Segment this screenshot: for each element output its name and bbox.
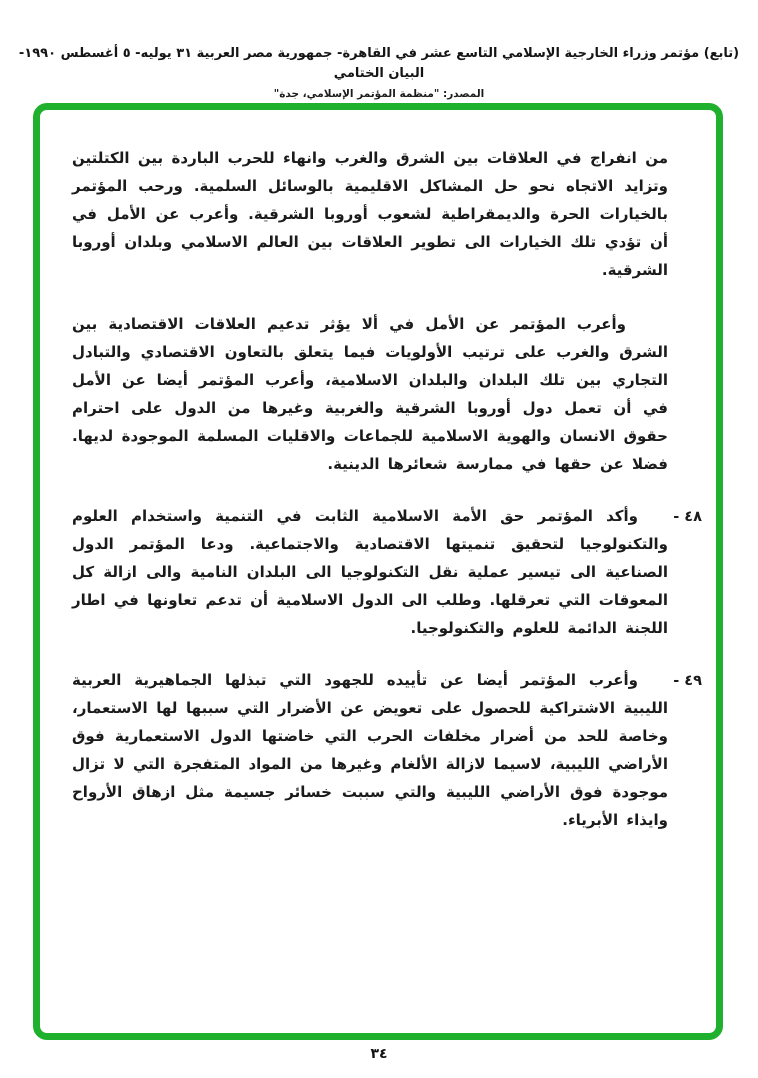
paragraph-economic-relations: وأعرب المؤتمر عن الأمل في ألا يؤثر تدعيم العلاقات الاقتصادية بين الشرق والغرب على ترتيب الأولويات فيما يتعلق بالتعاون الاقتصادي والتبادل التجاري بين تلك البلدان والبلدان الاسلامية، وأعرب المؤتمر أيضا عن الأمل في أن تعمل دول أوروبا الشرقية والغربية وغيرها من الدول على احترام حقوق الانسان والهوية الاسلامية للجماعات والاقليات المسلمة الموجودة لديها. فضلا عن حقها في ممارسة شعائرها الدينية.: [72, 315, 668, 473]
clause-48-number: ٤٨ -: [673, 509, 702, 525]
document-body-text: [64, 144, 702, 834]
clause-49: [64, 666, 702, 834]
document-source: المصدر: "منظمة المؤتمر الإسلامي، جدة": [273, 88, 485, 100]
clause-49-text: وأعرب المؤتمر أيضا عن تأييده للجهود التي تبذلها الجماهيرية العربية الليبية الاشتراكية للحصول على تعويض عن الأضرار التي سببها لها الاستعمار، وخاصة للحد من أضرار مخلفات الحرب التي خاضتها الدول الاستعمارية فوق الأراضي الليبية، لاسيما لازالة الألغام وغيرها من المواد المتفجرة التي لا تزال موجودة فوق الأراضي الليبية والتي سببت خسائر جسيمة مثل ازهاق الأرواح وايذاء الأبرياء.: [72, 671, 668, 829]
paragraph-continuation: من انفراج في العلاقات بين الشرق والغرب وانهاء للحرب الباردة بين الكتلتين وتزايد الاتجاه نحو حل المشاكل الاقليمية بالوسائل السلمية. ورحب المؤتمر بالخيارات الحرة والديمقراطية لشعوب أوروبا الشرقية. وأعرب عن الأمل في أن تؤدي تلك الخيارات الى تطوير العلاقات بين العالم الاسلامي وبلدان أوروبا الشرقية.: [72, 149, 668, 279]
document-title: (تابع) مؤتمر وزراء الخارجية الإسلامي التاسع عشر في القاهرة- جمهورية مصر العربية ٣١ يوليه- ٥ أغسطس ١٩٩٠- البيان الختامي: [18, 46, 740, 81]
clause-48: [64, 502, 702, 642]
page-number: ٣٤: [370, 1046, 388, 1062]
green-border-frame: [33, 103, 723, 1040]
document-header: [10, 44, 748, 100]
clause-48-text: وأكد المؤتمر حق الأمة الاسلامية الثابت في التنمية واستخدام العلوم والتكنولوجيا لتحقيق تنميتها الاقتصادية والاجتماعية. ودعا المؤتمر الدول الصناعية الى تيسير عملية نقل التكنولوجيا الى البلدان النامية والى ازالة كل المعوقات التي تعرقلها. وطلب الى الدول الاسلامية أن تدعم تعاونها في اطار اللجنة الدائمة للعلوم والتكنولوجيا.: [72, 507, 668, 637]
clause-49-number: ٤٩ -: [673, 673, 702, 689]
